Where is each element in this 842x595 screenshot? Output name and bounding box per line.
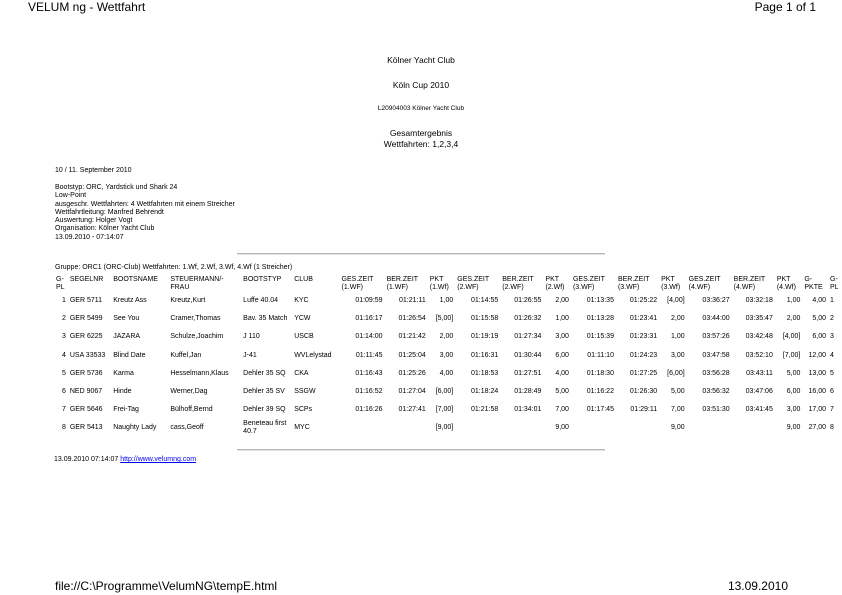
column-header-line: (2.Wf): [545, 284, 565, 291]
column-header-line: G-: [804, 276, 813, 283]
column-header-line: (3.WF): [617, 284, 640, 291]
results-table: [54, 276, 842, 438]
column-header: [616, 276, 659, 292]
table-cell: 01:28:49: [514, 388, 542, 396]
table-cell: [340, 419, 385, 437]
column-header: [241, 276, 292, 292]
table-cell: 6,00: [812, 333, 826, 341]
column-header: [775, 276, 803, 292]
column-header-line: PKT: [545, 276, 560, 283]
info-line: Organisation: Kölner Yacht Club: [55, 225, 155, 233]
column-header-line: PL: [830, 284, 839, 291]
table-cell: 2,00: [671, 315, 685, 323]
table-cell: GER 5499: [69, 315, 103, 323]
browser-footer-path: file://C:\Programme\VelumNG\tempE.html: [55, 579, 278, 593]
separator-bottom: [237, 449, 605, 451]
event-date: 10 / 11. September 2010: [55, 167, 132, 174]
table-cell: GER 5711: [69, 297, 103, 305]
table-cell: 7: [61, 406, 66, 414]
table-cell: 03:43:11: [746, 369, 773, 377]
column-header-line: (4.WF): [733, 284, 756, 291]
table-cell: 01:34:01: [514, 406, 542, 414]
column-header: [500, 276, 543, 292]
column-header-line: FRAU: [170, 284, 190, 291]
table-cell: SSGW: [294, 388, 316, 396]
table-cell: 01:26:55: [514, 297, 542, 305]
table-cell: 4: [830, 351, 834, 359]
column-header: [54, 276, 68, 292]
table-cell: Hinde: [113, 388, 132, 396]
table-cell: 3,00: [786, 406, 801, 414]
table-cell: 03:36:27: [702, 297, 730, 305]
table-cell: 5,00: [671, 388, 685, 396]
table-cell: 01:18:24: [471, 388, 499, 396]
table-cell: Luffe 40.04: [243, 297, 279, 305]
velumng-link[interactable]: http://www.velumng.com: [120, 456, 197, 463]
column-header: [455, 276, 500, 292]
table-cell: 01:14:00: [355, 333, 383, 341]
column-header: [543, 276, 571, 292]
column-header-line: (1.WF): [386, 284, 408, 291]
table-cell: 6: [61, 388, 66, 396]
table-cell: [6,00]: [435, 388, 454, 396]
table-cell: 01:25:22: [629, 297, 658, 305]
table-cell: cass,Geoff: [170, 424, 204, 432]
race-list: Wettfahrten: 1,2,3,4: [383, 139, 459, 149]
column-header: [340, 276, 385, 292]
table-cell: 01:13:35: [586, 297, 614, 305]
table-cell: 01:26:30: [629, 388, 658, 396]
table-cell: 01:26:32: [514, 315, 542, 323]
table-cell: [687, 419, 732, 437]
table-cell: 4: [61, 351, 66, 359]
column-header-line: SEGELNR: [69, 276, 104, 283]
column-header: [428, 276, 456, 292]
column-header: [659, 276, 687, 292]
table-cell: 03:32:18: [745, 297, 773, 305]
table-cell: 01:21:11: [399, 297, 426, 305]
column-header-line: BOOTSNAME: [113, 276, 158, 283]
browser-header-page: Page 1 of 1: [754, 0, 816, 14]
table-cell: 7: [830, 406, 834, 414]
table-cell: Dehler 35 SV: [243, 388, 285, 396]
table-cell: 6,00: [555, 351, 569, 359]
table-cell: 1,00: [555, 315, 569, 323]
table-cell: 9,00: [555, 424, 569, 432]
table-cell: 2,00: [555, 297, 569, 305]
table-cell: [4,00]: [782, 333, 801, 341]
table-cell: 01:09:59: [355, 297, 383, 305]
table-cell: 9,00: [671, 424, 685, 432]
column-header-line: PKT: [661, 276, 675, 283]
table-cell: Dehler 39 SQ: [243, 406, 286, 414]
table-row: [54, 328, 842, 346]
info-line: 13.09.2010 - 07:14:07: [55, 233, 124, 241]
info-line: Low-Point: [55, 192, 87, 200]
column-header-line: PKTE: [804, 284, 823, 291]
footer-note: [54, 456, 196, 464]
column-header-line: PKT: [429, 276, 444, 283]
column-header-line: (1.Wf): [429, 284, 449, 291]
result-title: Gesamtergebnis: [389, 128, 453, 138]
column-header-line: (2.WF): [502, 284, 524, 291]
event-id: L20904003 Kölner Yacht Club: [377, 105, 465, 112]
table-cell: Blind Date: [113, 351, 146, 359]
table-cell: 3: [61, 333, 66, 341]
column-header-line: G-: [830, 276, 838, 283]
table-cell: CKA: [294, 369, 309, 377]
table-cell: [7,00]: [435, 406, 454, 414]
table-cell: 01:18:53: [471, 369, 499, 377]
column-header-line: [294, 284, 337, 292]
table-cell: 01:25:26: [398, 369, 426, 377]
table-cell: MYC: [294, 424, 310, 432]
table-cell: 01:29:11: [630, 406, 658, 414]
table-cell: 1: [830, 297, 834, 305]
table-cell: Naughty Lady: [113, 424, 157, 432]
table-cell: 01:30:44: [514, 351, 542, 359]
column-header-line: [113, 284, 166, 292]
table-cell: 5,00: [555, 388, 569, 396]
table-cell: See You: [113, 315, 140, 323]
table-cell: 1,00: [671, 333, 685, 341]
table-cell: 03:52:10: [745, 351, 773, 359]
table-cell: 01:27:51: [514, 369, 542, 377]
table-cell: JAZARA: [113, 333, 141, 341]
info-line: Wettfahrtleitung: Manfred Behrendt: [55, 208, 164, 216]
table-cell: 8: [61, 424, 66, 432]
table-cell: 01:11:45: [355, 351, 383, 359]
table-cell: 03:56:32: [702, 388, 730, 396]
column-header-line: (3.Wf): [661, 284, 681, 291]
column-header: [385, 276, 428, 292]
table-cell: 03:47:06: [745, 388, 773, 396]
table-cell: 5: [61, 369, 66, 377]
table-cell: USCB: [294, 333, 314, 341]
column-header: [828, 276, 842, 292]
table-cell: 01:15:39: [586, 333, 614, 341]
table-cell: 1,00: [439, 297, 454, 305]
table-cell: Beneteau first 40.7: [243, 420, 287, 436]
table-cell: 01:18:30: [586, 369, 614, 377]
table-cell: 4,00: [555, 369, 569, 377]
table-cell: 01:19:19: [471, 333, 499, 341]
column-header-line: BER.ZEIT: [386, 276, 419, 283]
table-cell: 01:13:28: [586, 315, 614, 323]
table-cell: 01:17:45: [586, 406, 614, 414]
table-cell: YCW: [294, 315, 311, 323]
results-body: [54, 292, 842, 438]
table-cell: 01:27:41: [398, 406, 426, 414]
column-header: [687, 276, 732, 292]
table-cell: GER 5413: [69, 424, 103, 432]
results-header-row: [54, 276, 842, 292]
column-header-line: BER.ZEIT: [502, 276, 534, 283]
table-cell: 01:27:04: [398, 388, 426, 396]
column-header-line: (4.WF): [688, 284, 711, 291]
table-cell: Cramer,Thomas: [170, 315, 221, 323]
column-header-line: BOOTSTYP: [243, 276, 282, 283]
table-cell: NED 9067: [69, 388, 103, 396]
table-cell: [732, 419, 775, 437]
table-cell: 01:26:54: [398, 315, 426, 323]
table-cell: 7,00: [555, 406, 569, 414]
column-header: [571, 276, 616, 292]
table-cell: 01:25:04: [398, 351, 426, 359]
table-cell: Hesselmann,Klaus: [170, 369, 229, 377]
column-header-line: PL: [56, 284, 65, 291]
column-header-line: PKT: [776, 276, 791, 283]
table-cell: 2,00: [439, 333, 454, 341]
table-cell: 01:16:43: [355, 369, 383, 377]
table-cell: Kreutz Ass: [113, 297, 147, 305]
table-cell: 7,00: [671, 406, 685, 414]
column-header-line: (1.WF): [341, 284, 363, 291]
table-cell: [571, 419, 616, 437]
table-cell: 4,00: [439, 369, 454, 377]
footer-timestamp: 13.09.2010 07:14:07: [54, 456, 119, 463]
event-name: Köln Cup 2010: [392, 80, 450, 90]
table-cell: 2,00: [786, 315, 801, 323]
table-cell: [455, 419, 500, 437]
table-cell: 01:27:34: [514, 333, 542, 341]
table-cell: 5,00: [786, 369, 801, 377]
table-cell: 01:21:58: [471, 406, 499, 414]
table-cell: Dehler 35 SQ: [243, 369, 286, 377]
table-cell: 01:14:55: [471, 297, 499, 305]
table-cell: 6,00: [786, 388, 801, 396]
table-cell: 2: [61, 315, 66, 323]
column-header-line: [70, 284, 109, 292]
table-cell: 4,00: [812, 297, 826, 305]
table-cell: 01:16:52: [355, 388, 383, 396]
table-cell: 03:47:58: [702, 351, 730, 359]
table-row: [54, 383, 842, 401]
table-cell: 01:16:22: [586, 388, 614, 396]
table-cell: 2: [830, 315, 834, 323]
table-cell: [9,00]: [435, 424, 454, 432]
table-cell: 5,00: [812, 315, 826, 323]
table-cell: Bülhoff,Bernd: [170, 406, 213, 414]
table-cell: 03:51:30: [702, 406, 730, 414]
table-cell: 3,00: [439, 351, 454, 359]
column-header-line: CLUB: [294, 276, 313, 283]
table-cell: 27,00: [808, 424, 826, 432]
table-cell: 01:15:58: [471, 315, 499, 323]
table-cell: GER 6225: [69, 333, 103, 341]
table-cell: 01:23:31: [629, 333, 658, 341]
column-header: [292, 276, 339, 292]
table-cell: KYC: [294, 297, 309, 305]
group-line: Gruppe: ORC1 (ORC-Club) Wettfahrten: 1.Wf, 2.Wf, 3.Wf, 4.Wf (1 Streicher): [55, 264, 293, 271]
column-header: [111, 276, 168, 292]
table-cell: SCPs: [294, 406, 313, 414]
table-cell: Kreutz,Kurt: [170, 297, 206, 305]
table-cell: Schulze,Joachim: [170, 333, 224, 341]
table-row: [54, 310, 842, 328]
club-name: Kölner Yacht Club: [387, 55, 455, 65]
table-cell: 03:35:47: [745, 315, 773, 323]
table-cell: [5,00]: [435, 315, 454, 323]
table-cell: 8: [830, 424, 834, 432]
column-header-line: STEUERMANN/-: [170, 276, 224, 283]
table-cell: 01:23:41: [629, 315, 658, 323]
info-line: Bootstyp: ORC, Yardstick und Shark 24: [55, 184, 178, 191]
table-cell: [7,00]: [782, 351, 801, 359]
table-cell: Bav. 35 Match: [243, 315, 288, 323]
table-cell: GER 5736: [69, 369, 103, 377]
table-row: [54, 419, 842, 437]
table-cell: Frei-Tag: [113, 406, 139, 414]
event-info-block: [55, 184, 235, 242]
table-cell: 01:16:31: [471, 351, 499, 359]
column-header: [732, 276, 775, 292]
info-line: Auswertung: Holger Vogt: [55, 217, 133, 225]
table-cell: 5: [830, 369, 834, 377]
table-cell: WVLelystad: [294, 351, 332, 359]
column-header-line: GES.ZEIT: [572, 276, 605, 283]
column-header-line: (3.WF): [572, 284, 595, 291]
table-cell: 1: [61, 297, 66, 305]
table-cell: USA 33533: [69, 351, 106, 359]
column-header-line: GES.ZEIT: [457, 276, 490, 283]
column-header: [68, 276, 111, 292]
table-cell: [6,00]: [667, 369, 685, 377]
table-cell: 16,00: [808, 388, 826, 396]
table-cell: 03:44:00: [702, 315, 730, 323]
table-cell: 01:27:25: [629, 369, 658, 377]
table-cell: 6: [830, 388, 834, 396]
table-cell: [385, 419, 428, 437]
table-cell: 12,00: [808, 351, 826, 359]
table-cell: [616, 419, 659, 437]
column-header-line: GES.ZEIT: [688, 276, 721, 283]
table-cell: 1,00: [786, 297, 801, 305]
table-cell: [500, 419, 543, 437]
table-cell: 3: [830, 333, 834, 341]
column-header-line: BER.ZEIT: [617, 276, 650, 283]
table-cell: Karma: [113, 369, 134, 377]
browser-footer-date: 13.09.2010: [727, 579, 788, 593]
table-cell: 01:11:10: [587, 351, 614, 359]
table-cell: J 110: [243, 333, 260, 341]
table-cell: 3,00: [671, 351, 685, 359]
info-line: ausgeschr. Wettfahrten: 4 Wettfahrten mit einem Streicher: [55, 200, 235, 208]
table-cell: 3,00: [555, 333, 569, 341]
column-header: [168, 276, 241, 292]
table-cell: 03:57:26: [702, 333, 730, 341]
column-header-line: (2.WF): [457, 284, 479, 291]
table-cell: 03:42:48: [745, 333, 773, 341]
table-cell: 9,00: [786, 424, 801, 432]
table-cell: 01:21:42: [398, 333, 426, 341]
column-header: [802, 276, 828, 292]
table-row: [54, 347, 842, 365]
column-header-line: (4.Wf): [776, 284, 796, 291]
column-header-line: GES.ZEIT: [341, 276, 374, 283]
column-header-line: G-: [56, 276, 64, 283]
table-cell: J-41: [243, 351, 257, 359]
table-cell: [4,00]: [667, 297, 685, 305]
table-cell: 13,00: [808, 369, 826, 377]
table-cell: Kuffel,Jan: [170, 351, 202, 359]
table-cell: 17,00: [808, 406, 826, 414]
table-cell: Werner,Dag: [170, 388, 208, 396]
separator-top: [237, 253, 605, 255]
table-row: [54, 365, 842, 383]
table-row: [54, 401, 842, 419]
table-cell: 03:56:28: [702, 369, 730, 377]
column-header-line: [243, 284, 290, 292]
browser-header-title: VELUM ng - Wettfahrt: [28, 0, 146, 14]
column-header-line: BER.ZEIT: [733, 276, 766, 283]
table-cell: 01:24:23: [629, 351, 658, 359]
table-cell: 01:16:17: [355, 315, 383, 323]
table-row: [54, 292, 842, 310]
table-cell: 03:41:45: [745, 406, 773, 414]
table-cell: 01:16:26: [355, 406, 383, 414]
table-cell: GER 5646: [69, 406, 103, 414]
